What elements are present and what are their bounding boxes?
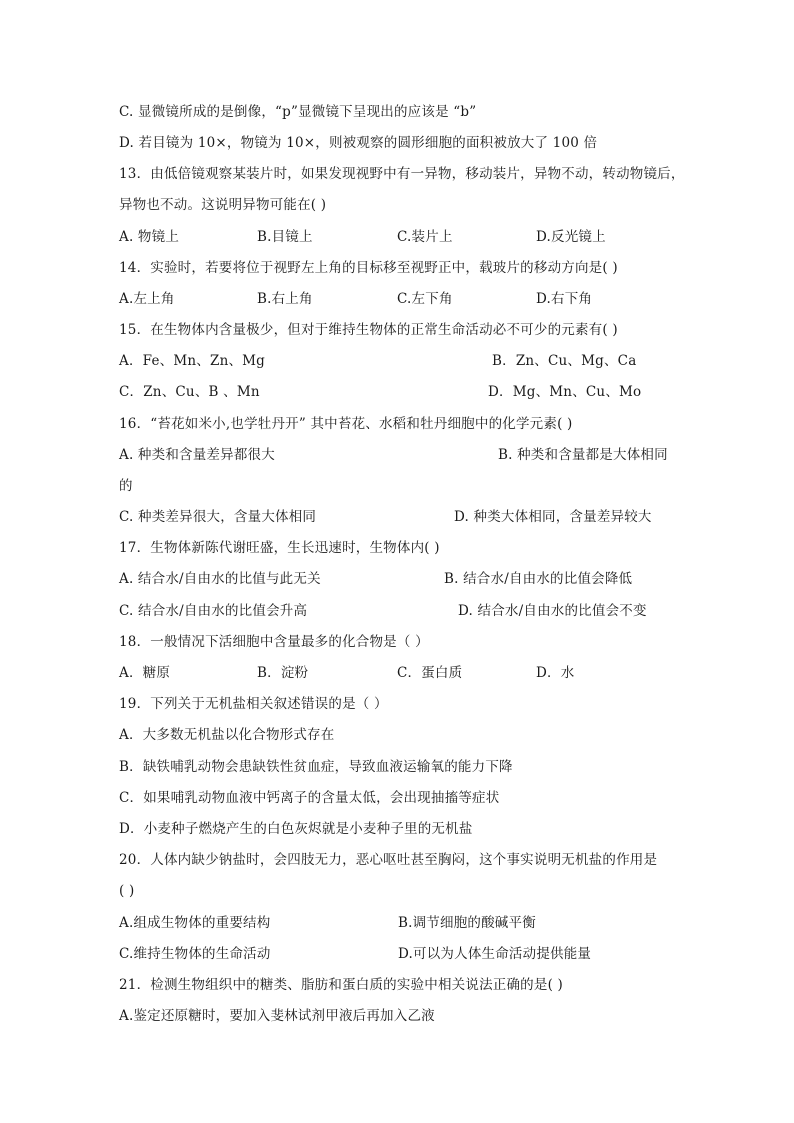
q15-stem: 15．在生物体内含量极少，但对于维持生物体的正常生命活动必不可少的元素有( ) (119, 322, 618, 338)
q20-stem: 20．人体内缺少钠盐时，会四肢无力，恶心呕吐甚至胸闷，这个事实说明无机盐的作用是 (119, 852, 658, 868)
q17-option-d: D. 结合水/自由水的比值会不变 (458, 603, 647, 619)
q17-option-a: A. 结合水/自由水的比值与此无关 (119, 571, 321, 587)
q18-option-b: B．淀粉 (257, 665, 309, 681)
q13-option-a: A. 物镜上 (119, 229, 180, 245)
q17-option-c: C. 结合水/自由水的比值会升高 (119, 603, 308, 619)
q13-stem: 13．由低倍镜观察某装片时，如果发现视野中有一异物，移动装片，异物不动，转动物镜后， (119, 166, 685, 182)
q20-option-b: B.调节细胞的酸碱平衡 (398, 915, 536, 931)
q20-stem-cont: ( ) (119, 883, 135, 899)
q13-option-c: C.装片上 (397, 229, 453, 245)
q14-option-d: D.右下角 (536, 291, 593, 307)
q21-option-a: A.鉴定还原糖时，要加入斐林试剂甲液后再加入乙液 (119, 1008, 435, 1024)
q13-stem-cont: 异物也不动。这说明异物可能在( ) (119, 197, 327, 213)
q20-option-d: D.可以为人体生命活动提供能量 (398, 946, 592, 962)
q14-option-a: A.左上角 (119, 291, 175, 307)
q15-option-d: D．Mg、Mn、Cu、Mo (488, 384, 642, 400)
q13-option-b: B.目镜上 (257, 229, 313, 245)
q21-stem: 21．检测生物组织中的糖类、脂肪和蛋白质的实验中相关说法正确的是( ) (119, 977, 564, 993)
q12-option-d: D. 若目镜为 10×，物镜为 10×，则被观察的圆形细胞的面积被放大了 100 倍 (119, 135, 598, 151)
q19-stem: 19．下列关于无机盐相关叙述错误的是（ ） (119, 696, 388, 712)
q14-option-c: C.左下角 (397, 291, 453, 307)
q15-option-a: A．Fe、Mn、Zn、Mg (119, 353, 266, 369)
q16-option-d: D. 种类大体相同，含量差异较大 (454, 509, 652, 525)
q15-option-c: C．Zn、Cu、B 、Mn (119, 384, 260, 400)
q16-option-b: B. 种类和含量都是大体相同 (498, 447, 668, 463)
q16-option-a: A. 种类和含量差异都很大 (119, 447, 275, 463)
q18-option-d: D．水 (536, 665, 575, 681)
q20-option-c: C.维持生物体的生命活动 (119, 946, 271, 962)
q19-option-d: D．小麦种子燃烧产生的白色灰烬就是小麦种子里的无机盐 (119, 821, 473, 837)
q19-option-c: C．如果哺乳动物血液中钙离子的含量太低，会出现抽搐等症状 (119, 790, 500, 806)
q19-option-a: A．大多数无机盐以化合物形式存在 (119, 727, 335, 743)
q16-stem: 16．“苔花如米小,也学牡丹开” 其中苔花、水稻和牡丹细胞中的化学元素( ) (119, 416, 573, 432)
q14-option-b: B.右上角 (257, 291, 313, 307)
q18-stem: 18．一般情况下活细胞中含量最多的化合物是（ ） (119, 634, 429, 650)
q13-option-d: D.反光镜上 (536, 229, 606, 245)
q18-option-c: C．蛋白质 (397, 665, 463, 681)
q12-option-c: C. 显微镜所成的是倒像，“p”显微镜下呈现出的应该是 “b” (119, 104, 477, 120)
q16-option-b-wrap: 的 (119, 478, 133, 494)
q17-option-b: B. 结合水/自由水的比值会降低 (444, 571, 633, 587)
q15-option-b: B．Zn、Cu、Mg、Ca (492, 353, 637, 369)
q19-option-b: B．缺铁哺乳动物会患缺铁性贫血症，导致血液运输氧的能力下降 (119, 759, 513, 775)
q20-option-a: A.组成生物体的重要结构 (119, 915, 271, 931)
q17-stem: 17．生物体新陈代谢旺盛，生长迅速时，生物体内( ) (119, 540, 440, 556)
q16-option-c: C. 种类差异很大，含量大体相同 (119, 509, 317, 525)
q14-stem: 14．实验时，若要将位于视野左上角的目标移至视野正中，载玻片的移动方向是( ) (119, 260, 618, 276)
q18-option-a: A．糖原 (119, 665, 171, 681)
